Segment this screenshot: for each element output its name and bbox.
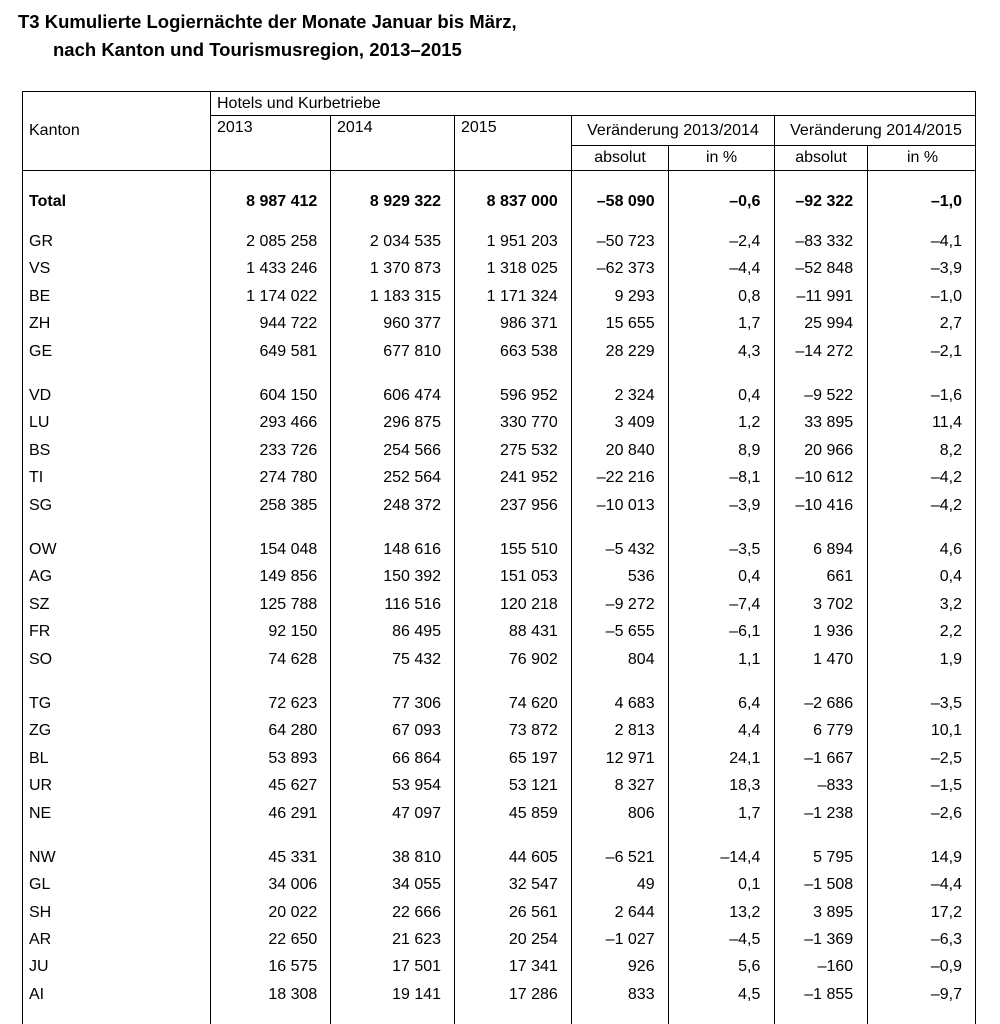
- value-cell: 833: [627, 985, 655, 1003]
- value-cell: 275 532: [499, 441, 558, 459]
- value-cell: –14,4: [720, 848, 761, 866]
- value-cell: 14,9: [930, 848, 962, 866]
- value-cell: 960 377: [383, 315, 442, 333]
- row-group: [23, 690, 975, 827]
- value-cell: 944 722: [259, 315, 318, 333]
- value-cell: 34 055: [392, 876, 442, 894]
- value-cell: 8,2: [939, 441, 962, 459]
- value-cell: 86 495: [392, 623, 442, 641]
- value-cell: –6 521: [605, 848, 655, 866]
- value-cell: –52 848: [795, 260, 854, 278]
- title-line-2: nach Kanton und Tourismusregion, 2013–2015: [53, 39, 462, 60]
- kanton-label: BS: [29, 441, 51, 459]
- column-header-2015: 2015: [455, 116, 572, 170]
- value-cell: 151 053: [499, 568, 558, 586]
- value-cell: 125 788: [259, 595, 318, 613]
- value-cell: 45 859: [508, 804, 558, 822]
- value-cell: 1 370 873: [369, 260, 442, 278]
- value-cell: 1,2: [738, 414, 761, 432]
- value-cell: 1,7: [738, 804, 761, 822]
- column-header-in-percent-2013-2014: in %: [669, 146, 775, 170]
- kanton-label: Total: [29, 192, 67, 210]
- value-cell: 66 864: [392, 749, 442, 767]
- value-cell: –1 855: [804, 985, 854, 1003]
- value-cell: –4,4: [930, 876, 962, 894]
- value-cell: –62 373: [596, 260, 655, 278]
- value-cell: 45 331: [268, 848, 318, 866]
- value-cell: –92 322: [795, 192, 854, 210]
- value-cell: 2 644: [614, 903, 655, 921]
- value-cell: 53 121: [508, 777, 558, 795]
- value-cell: –3,9: [930, 260, 962, 278]
- value-cell: 20 254: [508, 931, 558, 949]
- table-row: [23, 564, 975, 591]
- value-cell: 661: [826, 568, 854, 586]
- column-header-2013: 2013: [211, 116, 331, 170]
- value-cell: 64 280: [268, 722, 318, 740]
- table-row: [23, 311, 975, 338]
- value-cell: 254 566: [383, 441, 442, 459]
- value-cell: 19 141: [392, 985, 442, 1003]
- value-cell: –3,5: [729, 540, 761, 558]
- value-cell: 53 893: [268, 749, 318, 767]
- value-cell: 1 171 324: [486, 287, 558, 305]
- kanton-label: NE: [29, 804, 52, 822]
- kanton-label: NW: [29, 848, 56, 866]
- value-cell: 6 894: [813, 540, 854, 558]
- column-group-header-hotels-und-kurbetriebe: Hotels und Kurbetriebe: [211, 92, 975, 116]
- value-cell: 88 431: [508, 623, 558, 641]
- row-group: [23, 536, 975, 673]
- value-cell: –11 991: [796, 287, 854, 305]
- kanton-label: AI: [29, 985, 45, 1003]
- value-cell: 150 392: [383, 568, 442, 586]
- table-row: [23, 646, 975, 673]
- value-cell: –2,4: [729, 233, 761, 251]
- value-cell: 0,4: [939, 568, 962, 586]
- value-cell: –9 522: [804, 387, 854, 405]
- value-cell: 0,1: [738, 876, 761, 894]
- value-cell: 1 470: [813, 650, 854, 668]
- value-cell: 677 810: [383, 342, 442, 360]
- value-cell: 28 229: [605, 342, 655, 360]
- value-cell: –2 686: [804, 694, 854, 712]
- value-cell: 13,2: [729, 903, 761, 921]
- value-cell: –0,6: [729, 192, 761, 210]
- value-cell: 3 409: [614, 414, 655, 432]
- value-cell: 606 474: [383, 387, 442, 405]
- table-row: [23, 228, 975, 255]
- value-cell: 17 341: [508, 958, 558, 976]
- title-line-1: T3 Kumulierte Logiernächte der Monate Januar bis März,: [18, 11, 517, 32]
- table-row: [23, 338, 975, 365]
- table-row: [23, 718, 975, 745]
- column-header-absolut-2014-2015: absolut: [775, 146, 868, 170]
- value-cell: –6,3: [930, 931, 962, 949]
- value-cell: –22 216: [596, 469, 655, 487]
- value-cell: 47 097: [392, 804, 442, 822]
- kanton-label: GR: [29, 233, 53, 251]
- value-cell: 155 510: [499, 540, 558, 558]
- value-cell: 20 840: [605, 441, 655, 459]
- value-cell: 1 183 315: [369, 287, 442, 305]
- value-cell: 38 810: [392, 848, 442, 866]
- kanton-label: LU: [29, 414, 50, 432]
- value-cell: 15 655: [605, 315, 655, 333]
- value-cell: 12 971: [605, 749, 655, 767]
- value-cell: 258 385: [259, 496, 318, 514]
- value-cell: 49: [636, 876, 655, 894]
- kanton-label: BE: [29, 287, 51, 305]
- value-cell: 5 795: [813, 848, 854, 866]
- value-cell: –10 013: [596, 496, 655, 514]
- table-row: [23, 690, 975, 717]
- value-cell: –1,0: [930, 287, 962, 305]
- value-cell: 806: [627, 804, 655, 822]
- value-cell: –2,6: [930, 804, 962, 822]
- row-group: [23, 382, 975, 519]
- total-row: [23, 188, 975, 215]
- value-cell: 21 623: [392, 931, 442, 949]
- column-group-header-veraenderung-2014-2015: Veränderung 2014/2015: [775, 116, 975, 146]
- value-cell: 252 564: [383, 469, 442, 487]
- value-cell: 10,1: [930, 722, 962, 740]
- document-title: [18, 8, 517, 64]
- value-cell: 72 623: [268, 694, 318, 712]
- kanton-label: GL: [29, 876, 51, 894]
- value-cell: –3,9: [729, 496, 761, 514]
- table-row: [23, 872, 975, 899]
- value-cell: –9,7: [930, 985, 962, 1003]
- value-cell: 16 575: [268, 958, 318, 976]
- value-cell: 116 516: [384, 595, 442, 613]
- value-cell: –160: [817, 958, 854, 976]
- value-cell: –10 416: [795, 496, 854, 514]
- kanton-label: AR: [29, 931, 52, 949]
- kanton-label: SZ: [29, 595, 50, 613]
- value-cell: 74 628: [268, 650, 318, 668]
- value-cell: 11,4: [932, 414, 962, 432]
- table-row: [23, 256, 975, 283]
- value-cell: 663 538: [499, 342, 558, 360]
- value-cell: 2,7: [939, 315, 962, 333]
- table-row: [23, 492, 975, 519]
- value-cell: 92 150: [268, 623, 318, 641]
- value-cell: 2 813: [614, 722, 655, 740]
- value-cell: 53 954: [392, 777, 442, 795]
- value-cell: 4,4: [738, 722, 761, 740]
- value-cell: 233 726: [259, 441, 318, 459]
- value-cell: 8 929 322: [369, 192, 442, 210]
- value-cell: 18 308: [268, 985, 318, 1003]
- value-cell: 17 501: [392, 958, 442, 976]
- value-cell: 2 324: [614, 387, 655, 405]
- value-cell: –4,2: [930, 496, 962, 514]
- value-cell: –83 332: [795, 233, 854, 251]
- value-cell: 74 620: [508, 694, 558, 712]
- kanton-label: TG: [29, 694, 52, 712]
- value-cell: 248 372: [383, 496, 442, 514]
- value-cell: –1 027: [605, 931, 655, 949]
- value-cell: 1,7: [738, 315, 761, 333]
- value-cell: 32 547: [508, 876, 558, 894]
- column-group-header-veraenderung-2013-2014: Veränderung 2013/2014: [572, 116, 775, 146]
- value-cell: 8 987 412: [246, 192, 318, 210]
- table-row: [23, 954, 975, 981]
- value-cell: 0,4: [738, 568, 761, 586]
- value-cell: 17,2: [930, 903, 962, 921]
- kanton-label: OW: [29, 540, 57, 558]
- value-cell: 77 306: [392, 694, 442, 712]
- value-cell: 75 432: [392, 650, 442, 668]
- value-cell: –833: [817, 777, 854, 795]
- value-cell: 3 702: [813, 595, 854, 613]
- value-cell: 1 318 025: [486, 260, 558, 278]
- value-cell: –4,4: [729, 260, 761, 278]
- table-row: [23, 591, 975, 618]
- value-cell: –0,9: [930, 958, 962, 976]
- value-cell: –3,5: [930, 694, 962, 712]
- value-cell: 20 966: [804, 441, 854, 459]
- kanton-label: SO: [29, 650, 53, 668]
- value-cell: 8 327: [614, 777, 655, 795]
- value-cell: 2,2: [939, 623, 962, 641]
- value-cell: 1 433 246: [246, 260, 318, 278]
- value-cell: 45 627: [268, 777, 318, 795]
- value-cell: 22 650: [268, 931, 318, 949]
- value-cell: 986 371: [499, 315, 558, 333]
- value-cell: –14 272: [795, 342, 854, 360]
- value-cell: 926: [627, 958, 655, 976]
- value-cell: 274 780: [259, 469, 318, 487]
- table-row: [23, 410, 975, 437]
- value-cell: 2 085 258: [246, 233, 318, 251]
- kanton-label: JU: [29, 958, 49, 976]
- value-cell: 9 293: [614, 287, 655, 305]
- value-cell: 296 875: [383, 414, 442, 432]
- value-cell: 804: [627, 650, 655, 668]
- value-cell: 73 872: [508, 722, 558, 740]
- value-cell: –1,0: [930, 192, 962, 210]
- value-cell: 3,2: [939, 595, 962, 613]
- value-cell: 1 936: [813, 623, 854, 641]
- value-cell: –50 723: [596, 233, 655, 251]
- value-cell: 8,9: [738, 441, 761, 459]
- value-cell: 1,1: [738, 650, 761, 668]
- table-row: [23, 283, 975, 310]
- value-cell: –8,1: [729, 469, 761, 487]
- table-row: [23, 926, 975, 953]
- value-cell: –4,5: [729, 931, 761, 949]
- value-cell: 34 006: [268, 876, 318, 894]
- value-cell: 1 174 022: [246, 287, 318, 305]
- value-cell: –1,6: [930, 387, 962, 405]
- table-row: [23, 382, 975, 409]
- value-cell: 8 837 000: [486, 192, 558, 210]
- value-cell: 46 291: [268, 804, 318, 822]
- value-cell: –5 432: [605, 540, 655, 558]
- value-cell: 237 956: [499, 496, 558, 514]
- value-cell: 293 466: [259, 414, 318, 432]
- table-header: [23, 92, 975, 171]
- logiernaechte-table: [22, 91, 976, 1024]
- value-cell: 22 666: [392, 903, 442, 921]
- value-cell: 6 779: [813, 722, 854, 740]
- column-header-kanton: Kanton: [23, 92, 211, 170]
- value-cell: 17 286: [508, 985, 558, 1003]
- value-cell: 6,4: [738, 694, 761, 712]
- value-cell: 44 605: [508, 848, 558, 866]
- kanton-label: BL: [29, 749, 49, 767]
- kanton-label: ZG: [29, 722, 52, 740]
- value-cell: –1 508: [804, 876, 854, 894]
- column-header-in-percent-2014-2015: in %: [906, 149, 939, 166]
- value-cell: –2,5: [930, 749, 962, 767]
- value-cell: –10 612: [795, 469, 854, 487]
- value-cell: 20 022: [268, 903, 318, 921]
- kanton-label: ZH: [29, 315, 51, 333]
- table-row: [23, 899, 975, 926]
- table-row: [23, 437, 975, 464]
- value-cell: –5 655: [605, 623, 655, 641]
- table-row: [23, 844, 975, 871]
- value-cell: 649 581: [259, 342, 318, 360]
- value-cell: 2 034 535: [369, 233, 442, 251]
- value-cell: 25 994: [804, 315, 854, 333]
- value-cell: –58 090: [596, 192, 655, 210]
- value-cell: 148 616: [383, 540, 442, 558]
- row-group: [23, 228, 975, 365]
- value-cell: 154 048: [259, 540, 318, 558]
- value-cell: –9 272: [605, 595, 655, 613]
- table-row: [23, 800, 975, 827]
- value-cell: –1,5: [930, 777, 962, 795]
- value-cell: 330 770: [499, 414, 558, 432]
- table-row: [23, 618, 975, 645]
- value-cell: 596 952: [499, 387, 558, 405]
- kanton-label: GE: [29, 342, 53, 360]
- value-cell: 1,9: [939, 650, 962, 668]
- table-body: [23, 171, 975, 1024]
- value-cell: 3 895: [813, 903, 854, 921]
- value-cell: 24,1: [729, 749, 761, 767]
- value-cell: –2,1: [930, 342, 962, 360]
- value-cell: 65 197: [508, 749, 558, 767]
- value-cell: 241 952: [499, 469, 558, 487]
- value-cell: 5,6: [738, 958, 761, 976]
- kanton-label: VD: [29, 387, 52, 405]
- value-cell: 536: [627, 568, 655, 586]
- table-row: [23, 745, 975, 772]
- value-cell: 4,3: [738, 342, 761, 360]
- column-header-2014: 2014: [331, 116, 455, 170]
- value-cell: –7,4: [729, 595, 761, 613]
- value-cell: 26 561: [508, 903, 558, 921]
- value-cell: 4 683: [614, 694, 655, 712]
- value-cell: –1 238: [804, 804, 854, 822]
- value-cell: 1 951 203: [486, 233, 558, 251]
- kanton-label: SG: [29, 496, 53, 514]
- value-cell: 18,3: [729, 777, 761, 795]
- value-cell: –1 369: [804, 931, 854, 949]
- value-cell: 4,5: [738, 985, 761, 1003]
- value-cell: 120 218: [499, 595, 558, 613]
- value-cell: 0,8: [738, 287, 761, 305]
- table-row: [23, 981, 975, 1008]
- table-row: [23, 772, 975, 799]
- kanton-label: TI: [29, 469, 44, 487]
- value-cell: 0,4: [738, 387, 761, 405]
- value-cell: –6,1: [729, 623, 761, 641]
- kanton-label: VS: [29, 260, 51, 278]
- value-cell: 604 150: [259, 387, 318, 405]
- value-cell: 67 093: [392, 722, 442, 740]
- kanton-label: SH: [29, 903, 52, 921]
- kanton-label: UR: [29, 777, 53, 795]
- value-cell: 76 902: [508, 650, 558, 668]
- value-cell: 149 856: [259, 568, 318, 586]
- row-group: [23, 844, 975, 1008]
- value-cell: 4,6: [939, 540, 962, 558]
- value-cell: –1 667: [804, 749, 854, 767]
- kanton-label: AG: [29, 568, 53, 586]
- value-cell: –4,1: [930, 233, 962, 251]
- kanton-label: FR: [29, 623, 51, 641]
- value-cell: –4,2: [930, 469, 962, 487]
- table-row: [23, 536, 975, 563]
- table-row: [23, 465, 975, 492]
- value-cell: 33 895: [804, 414, 854, 432]
- column-header-absolut-2013-2014: absolut: [572, 146, 669, 170]
